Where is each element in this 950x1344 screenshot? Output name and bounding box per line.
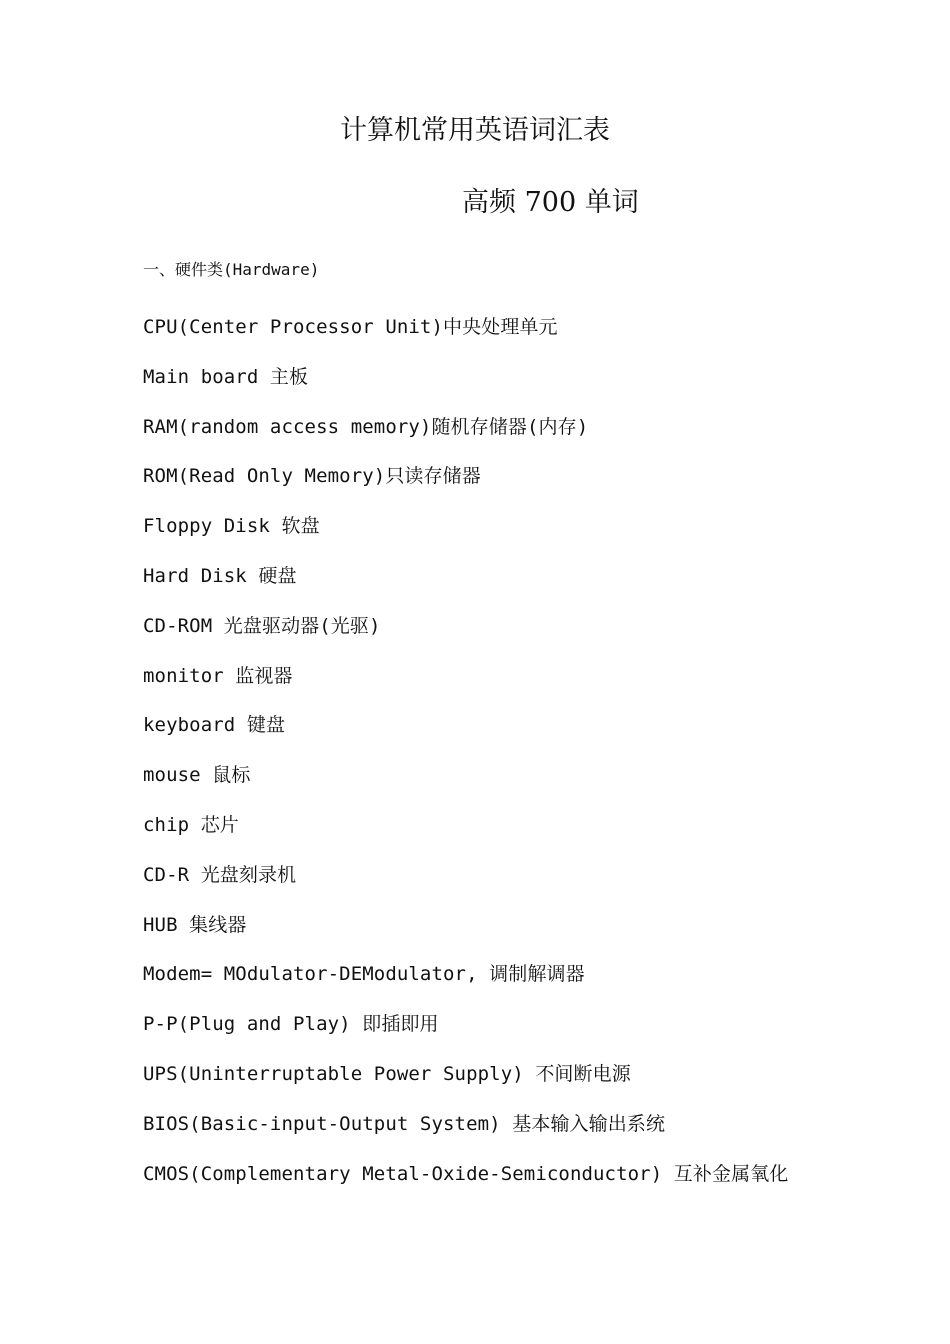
- term-item: mouse 鼠标: [143, 764, 251, 787]
- term-item: CPU(Center Processor Unit)中央处理单元: [143, 316, 558, 338]
- document-title: 计算机常用英语词汇表: [340, 115, 610, 146]
- term-item: Floppy Disk 软盘: [143, 515, 320, 538]
- term-item: CD-R 光盘刻录机: [143, 863, 297, 886]
- term-item: Main board 主板: [143, 365, 309, 388]
- term-item: UPS(Uninterruptable Power Supply) 不间断电源: [143, 1062, 631, 1085]
- term-item: RAM(random access memory)随机存储器(内存): [143, 415, 589, 438]
- term-item: CD-ROM 光盘驱动器(光驱): [143, 614, 381, 637]
- section-heading-hardware: 一、硬件类(Hardware): [143, 260, 320, 279]
- document-subtitle: 高频 700 单词: [462, 187, 639, 218]
- term-item: P-P(Plug and Play) 即插即用: [143, 1013, 439, 1036]
- hardware-term-list: [143, 311, 923, 1207]
- term-item: HUB 集线器: [143, 913, 247, 936]
- term-item: chip 芯片: [143, 813, 239, 836]
- term-item: ROM(Read Only Memory)只读存储器: [143, 465, 481, 488]
- term-item: monitor 监视器: [143, 664, 293, 687]
- term-item: Modem= MOdulator-DEModulator, 调制解调器: [143, 963, 585, 986]
- term-item: BIOS(Basic-input-Output System) 基本输入输出系统: [143, 1112, 666, 1135]
- term-item: keyboard 键盘: [143, 714, 286, 737]
- term-item: Hard Disk 硬盘: [143, 564, 297, 587]
- term-item: CMOS(Complementary Metal-Oxide-Semiconductor) 互补金属氧化: [143, 1162, 789, 1185]
